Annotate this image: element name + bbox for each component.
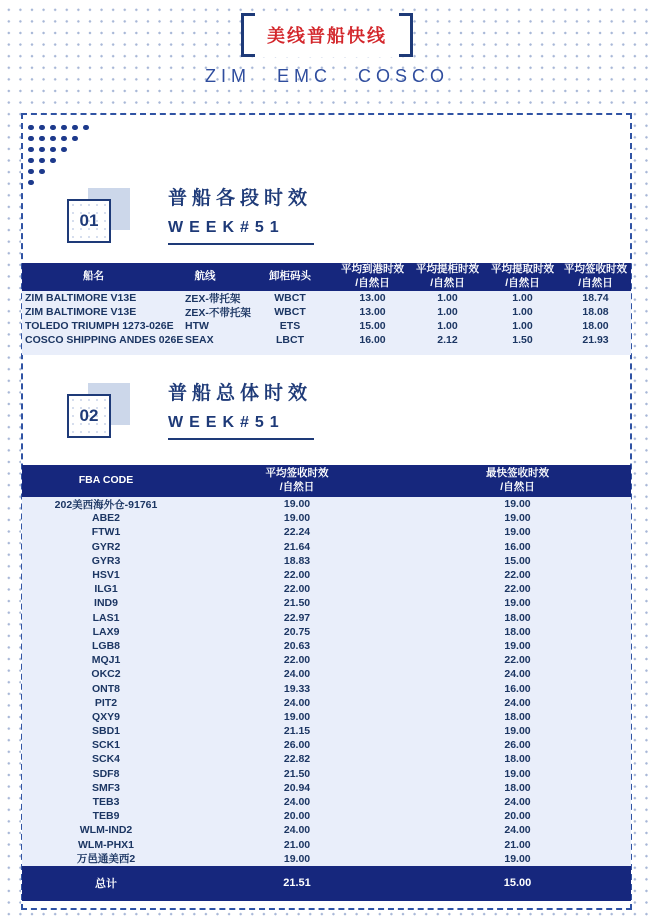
fba-table-cell: 22.24	[283, 526, 311, 539]
fba-table-cell: 19.00	[283, 512, 311, 525]
fba-table-cell: 24.00	[283, 796, 311, 809]
ship-table-body	[22, 291, 631, 347]
decorative-dot	[72, 136, 78, 142]
fba-table-cell: 18.83	[283, 554, 311, 567]
ship-table-cell: COSCO SHIPPING ANDES 026E	[25, 334, 184, 346]
fba-table-row	[22, 681, 631, 695]
fba-table-row	[22, 795, 631, 809]
fba-table-cell: 21.50	[283, 597, 311, 610]
ship-timeliness-table	[22, 263, 631, 355]
section-number-badge: 01	[67, 199, 111, 243]
fba-table-cell: 22.00	[283, 583, 311, 596]
ship-table-cell: 13.00	[359, 292, 386, 304]
fba-table-cell: 21.15	[283, 725, 311, 738]
page-header	[0, 0, 654, 87]
fba-table-row	[22, 710, 631, 724]
fba-table-cell: HSV1	[92, 569, 120, 582]
title-bracket-frame	[241, 13, 413, 57]
fba-table-row	[22, 625, 631, 639]
fba-table-header-cell: 最快签收时效 /自然日	[486, 467, 549, 493]
fba-table-cell: PIT2	[94, 696, 118, 709]
fba-table-row	[22, 540, 631, 554]
fba-table-cell: SCK1	[91, 739, 120, 752]
fba-table-cell: 18.00	[504, 625, 531, 638]
fba-table-cell: 18.00	[504, 781, 531, 794]
fba-table-row	[22, 738, 631, 752]
ship-table-cell: SEAX	[185, 334, 214, 346]
fba-table-cell: 24.00	[504, 696, 531, 709]
total-label: 总计	[95, 878, 117, 891]
fba-table-cell: 22.82	[283, 753, 311, 766]
fba-table-cell: 19.00	[283, 852, 311, 865]
ship-table-cell: LBCT	[276, 334, 304, 346]
ship-table-cell: ZIM BALTIMORE V13E	[25, 306, 137, 318]
fba-table-row	[22, 497, 631, 511]
fba-table-row	[22, 752, 631, 766]
fba-table-cell: 24.00	[283, 668, 311, 681]
section-title: 普船总体时效	[168, 383, 313, 404]
decorative-dot	[61, 147, 67, 153]
fba-table-row	[22, 582, 631, 596]
fba-table-row	[22, 611, 631, 625]
fba-table-cell: FTW1	[91, 526, 121, 539]
fba-table-row	[22, 525, 631, 539]
ship-table-cell: ZIM BALTIMORE V13E	[25, 292, 137, 304]
ship-table-row	[22, 333, 631, 347]
fba-table-cell: 22.97	[283, 611, 311, 624]
fba-table-header-row	[22, 465, 631, 497]
fba-table-cell: QXY9	[91, 710, 120, 723]
fba-table-cell: 22.00	[283, 569, 311, 582]
fba-table-cell: 24.00	[283, 696, 311, 709]
ship-table-header-cell: 船名	[83, 270, 104, 283]
ship-table-cell: 1.50	[512, 334, 533, 346]
ship-table-cell: 2.12	[437, 334, 458, 346]
decorative-dot	[83, 125, 89, 131]
ship-table-cell: ETS	[279, 320, 301, 332]
fba-table-cell: 19.00	[504, 498, 531, 511]
fba-table-row	[22, 511, 631, 525]
fba-table-row	[22, 696, 631, 710]
fba-table-cell: 26.00	[504, 739, 531, 752]
ship-table-row	[22, 319, 631, 333]
fba-table-cell: 20.00	[504, 810, 531, 823]
section-underline	[168, 438, 314, 440]
ship-table-header-cell: 平均提取时效 /自然日	[491, 263, 554, 289]
content-panel	[21, 113, 632, 910]
section-2-header	[23, 383, 630, 473]
fba-table-cell: 22.00	[504, 654, 531, 667]
fba-table-cell: 19.00	[504, 852, 531, 865]
ship-table-cell: 1.00	[512, 320, 533, 332]
fba-table-row	[22, 596, 631, 610]
fba-table-cell: 16.00	[504, 682, 531, 695]
ship-table-cell: WBCT	[274, 292, 306, 304]
ship-table-row	[22, 291, 631, 305]
fba-table-cell: WLM-IND2	[79, 824, 133, 837]
ship-table-cell: 13.00	[359, 306, 386, 318]
fba-timeliness-table	[22, 465, 631, 901]
fba-table-cell: 21.00	[504, 838, 531, 851]
fba-table-cell: 21.64	[283, 540, 311, 553]
fba-table-cell: 16.00	[504, 540, 531, 553]
fba-table-cell: 24.00	[283, 824, 311, 837]
ship-table-cell: 1.00	[437, 306, 458, 318]
ship-table-cell: ZEX-带托架	[185, 292, 241, 305]
fba-table-row	[22, 667, 631, 681]
table-bottom-strip	[22, 347, 631, 355]
fba-table-row	[22, 554, 631, 568]
fba-table-cell: TEB3	[92, 796, 120, 809]
fba-table-body	[22, 497, 631, 866]
fba-table-cell: 22.00	[504, 569, 531, 582]
fba-table-row	[22, 724, 631, 738]
section-underline	[168, 243, 314, 245]
fba-table-cell: IND9	[94, 597, 118, 610]
ship-table-cell: 21.93	[582, 334, 609, 346]
fba-table-row	[22, 838, 631, 852]
ship-table-cell: TOLEDO TRIUMPH 1273-026E	[25, 320, 174, 332]
ship-table-cell: 18.08	[582, 306, 609, 318]
fba-table-cell: 19.00	[504, 725, 531, 738]
ship-table-header-cell: 航线	[194, 270, 216, 283]
fba-table-cell: 19.00	[504, 639, 531, 652]
carrier-list: ZIM EMC COSCO	[205, 66, 449, 86]
fba-table-row	[22, 781, 631, 795]
ship-table-cell: ZEX-不带托架	[185, 306, 251, 319]
fba-table-cell: TEB9	[92, 810, 120, 823]
fba-table-cell: 20.75	[283, 625, 311, 638]
fba-table-cell: SCK4	[91, 753, 120, 766]
fba-table-cell: ONT8	[91, 682, 120, 695]
total-average-value: 21.51	[283, 877, 311, 890]
section-number-badge: 02	[67, 394, 111, 438]
fba-table-cell: 22.00	[283, 654, 311, 667]
fba-table-cell: SBD1	[91, 725, 120, 738]
ship-table-cell: 1.00	[437, 292, 458, 304]
fba-table-cell: 24.00	[504, 668, 531, 681]
fba-table-cell: 万邑通美西2	[76, 853, 136, 866]
ship-table-header-cell: 平均签收时效 /自然日	[564, 263, 627, 289]
fba-table-cell: 21.50	[283, 767, 311, 780]
fba-table-row	[22, 852, 631, 866]
fba-table-cell: 19.00	[283, 498, 311, 511]
fba-table-cell: LAX9	[92, 625, 120, 638]
fba-table-cell: 19.00	[504, 512, 531, 525]
fba-table-cell: 20.00	[283, 810, 311, 823]
ship-table-row	[22, 305, 631, 319]
page-title: 美线普船快线	[267, 26, 387, 46]
decorative-dot	[28, 180, 34, 186]
ship-table-header-row	[22, 263, 631, 291]
fba-table-cell: GYR3	[91, 554, 121, 567]
fba-table-cell: SDF8	[92, 767, 120, 780]
fba-table-cell: 18.00	[504, 611, 531, 624]
fba-table-cell: WLM-PHX1	[78, 838, 134, 851]
fba-table-cell: 19.00	[504, 767, 531, 780]
ship-table-header-cell: 卸柜码头	[269, 270, 311, 283]
corner-dots-decoration	[28, 117, 94, 183]
fba-table-cell: 22.00	[504, 583, 531, 596]
section-week: WEEK#51	[168, 219, 285, 236]
ship-table-cell: WBCT	[274, 306, 306, 318]
ship-table-header-cell: 平均到港时效 /自然日	[341, 263, 404, 289]
section-week: WEEK#51	[168, 414, 285, 431]
total-row	[22, 866, 631, 901]
ship-table-cell: 1.00	[512, 306, 533, 318]
fba-table-cell: 24.00	[504, 824, 531, 837]
fba-table-cell: 20.63	[283, 639, 311, 652]
fba-table-cell: GYR2	[91, 540, 121, 553]
fba-table-cell: 24.00	[504, 796, 531, 809]
fba-table-row	[22, 809, 631, 823]
fba-table-cell: ILG1	[94, 583, 118, 596]
fba-table-row	[22, 653, 631, 667]
fba-table-header-cell: FBA CODE	[78, 474, 134, 487]
fba-table-cell: ABE2	[91, 512, 120, 525]
fba-table-cell: 19.33	[283, 682, 311, 695]
fba-table-cell: SMF3	[91, 781, 120, 794]
ship-table-header-cell: 平均提柜时效 /自然日	[416, 263, 479, 289]
section-title: 普船各段时效	[168, 188, 313, 209]
ship-table-cell: HTW	[185, 320, 209, 332]
ship-table-cell: 18.00	[582, 320, 609, 332]
ship-table-cell: 1.00	[437, 320, 458, 332]
fba-table-cell: 19.00	[504, 526, 531, 539]
fba-table-cell: 18.00	[504, 710, 531, 723]
ship-table-cell: 1.00	[512, 292, 533, 304]
fba-table-cell: 202美西海外仓-91761	[54, 498, 158, 511]
fba-table-cell: 18.00	[504, 753, 531, 766]
fba-table-cell: 20.94	[283, 781, 311, 794]
fba-table-cell: LGB8	[91, 639, 120, 652]
decorative-dot	[39, 169, 45, 175]
fba-table-cell: OKC2	[91, 668, 121, 681]
fba-table-row	[22, 767, 631, 781]
fba-table-row	[22, 568, 631, 582]
fba-table-cell: 15.00	[504, 554, 531, 567]
ship-table-cell: 15.00	[359, 320, 386, 332]
fba-table-header-cell: 平均签收时效 /自然日	[265, 467, 329, 493]
fba-table-cell: 21.00	[283, 838, 311, 851]
fba-table-row	[22, 639, 631, 653]
ship-table-cell: 18.74	[582, 292, 609, 304]
fba-table-cell: LAS1	[92, 611, 120, 624]
fba-table-cell: 19.00	[283, 710, 311, 723]
ship-table-cell: 16.00	[359, 334, 386, 346]
fba-table-cell: 26.00	[283, 739, 311, 752]
fba-table-cell: 19.00	[504, 597, 531, 610]
total-fastest-value: 15.00	[503, 877, 532, 890]
fba-table-cell: MQJ1	[91, 654, 121, 667]
decorative-dot	[50, 158, 56, 164]
fba-table-row	[22, 823, 631, 837]
